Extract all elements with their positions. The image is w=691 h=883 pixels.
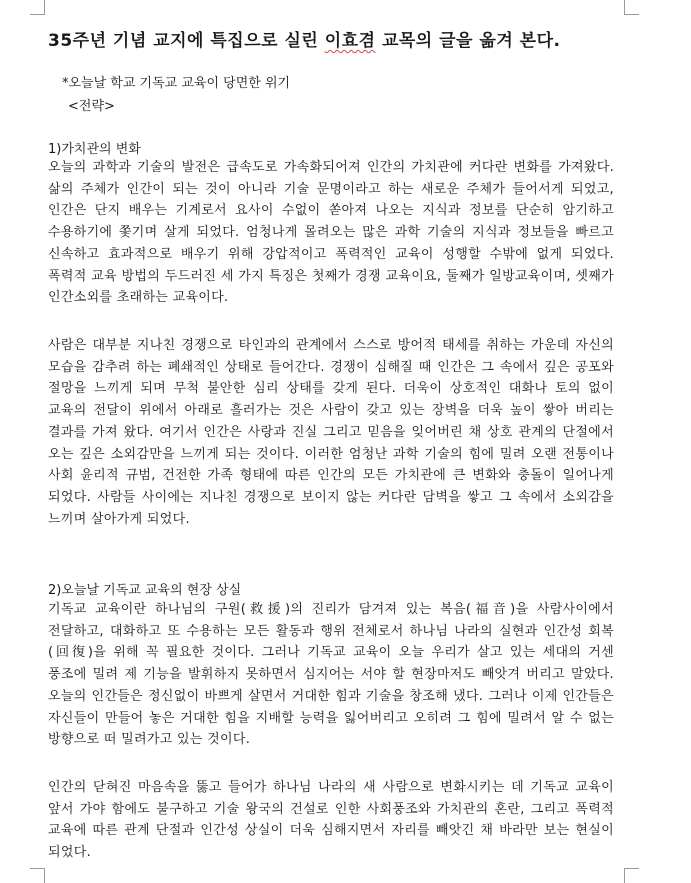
- page-corner-bottom-right: [624, 868, 639, 883]
- section-heading-2: 2)오늘날 기독교 교육의 현장 상실: [48, 583, 242, 598]
- article-subtitle: *오늘날 학교 기독교 교육이 당면한 위기: [62, 76, 291, 91]
- section-1-paragraph-1: 오늘의 과학과 기술의 발전은 급속도로 가속화되어져 인간의 가치관에 커다란 변화를 가져왔다. 삶의 주체가 인간이 되는 것이 아니라 기술 문명이라고 하는 새로운 주체가 들어서게 되었고, 인간은 단지 배우는 기계로서 요사이 수없이 쏟아져 나오는 지식과 정보를 단순히 암기하고 수용하기에 쫓기며 살게 되었다. 엄청나게 몰려오는 많은 과학 기술의 지식과 정보들을 빠르고 신속하고 효과적으로 배우기 위해 강압적이고 폭력적인 교육이 성행할 수밖에 없게 되었다. 폭력적 교육 방법의 두드러진 세 가지 특징은 첫째가 경쟁 교육이요, 둘째가 일방교육이며, 셋째가 인간소외를 초래하는 교육이다.: [48, 160, 614, 306]
- section-2-paragraph-1: 기독교 교육이란 하나님의 구원(救援)의 진리가 담겨져 있는 복음(福音)을 사람사이에서 전달하고, 대화하고 또 수용하는 모든 활동과 행위 전체로서 하나님 나라의 실현과 인간성 회복(回復)을 위해 꼭 필요한 것이다. 그러나 기독교 교육이 오늘 우리가 살고 있는 세대의 거센 풍조에 밀려 제 기능을 발휘하지 못하면서 심지어는 서야 할 현장마저도 빼앗겨 버리고 말았다. 오늘의 인간들은 정신없이 바쁘게 살면서 거대한 힘과 기술을 창조해 냈다. 그러나 이제 인간들은 자신들이 만들어 놓은 거대한 힘을 지배할 능력을 잃어버리고 오히려 그 힘에 밀려서 알 수 없는 방향으로 떠 밀려가고 있는 것이다.: [48, 602, 614, 748]
- section-1-paragraph-2: 사람은 대부분 지나친 경쟁으로 타인과의 관계에서 스스로 방어적 태세를 취하는 가운데 자신의 모습을 감추려 하는 폐쇄적인 상태로 들어간다. 경쟁이 심해질 때 인간은 그 속에서 깊은 공포와 절망을 느끼게 되며 무척 불안한 심리 상태를 갖게 된다. 더욱이 상호적인 대화나 토의 없이 교육의 전달이 위에서 아래로 흘러가는 것은 사람이 갖고 있는 장벽을 더욱 높이 쌓아 버리는 결과를 가져 왔다. 여기서 인간은 사랑과 진실 그리고 믿음을 잊어버린 채 상호 관계의 단절에서 오는 깊은 소외감만을 느끼게 되는 것이다. 이러한 엄청난 과학 기술의 힘에 밀려 오랜 전통이나 사회 윤리적 규범, 건전한 가족 형태에 따른 인간의 모든 가치관에 큰 변화와 충돌이 일어나게 되었다. 사람들 사이에는 지나친 경쟁으로 보이지 않는 커다란 담벽을 쌓고 그 속에서 소외감을 느끼며 살아가게 되었다.: [48, 338, 614, 527]
- title-suffix: 교목의 글을 옮겨 본다.: [375, 31, 561, 51]
- page-corner-top-left: [30, 0, 45, 15]
- title-author-name: 이효겸: [324, 31, 376, 51]
- section-2-paragraph-2: 인간의 닫혀진 마음속을 뚫고 들어가 하나님 나라의 새 사람으로 변화시키는 데 기독교 교육이 앞서 가야 함에도 불구하고 기술 왕국의 건설로 인한 사회풍조와 가치관의 혼란, 그리고 폭력적 교육에 따른 관계 단절과 인간성 상실이 더욱 심해지면서 자리를 빼앗긴 채 바라만 보는 현실이 되었다.: [48, 780, 614, 861]
- section-heading-1: 1)가치관의 변화: [48, 142, 141, 157]
- omitted-note: <전략>: [68, 99, 115, 114]
- document-title: [48, 26, 648, 51]
- page-corner-bottom-left: [30, 868, 45, 883]
- title-prefix: 35주년 기념 교지에 특집으로 실린: [48, 31, 325, 51]
- page-corner-top-right: [624, 0, 639, 15]
